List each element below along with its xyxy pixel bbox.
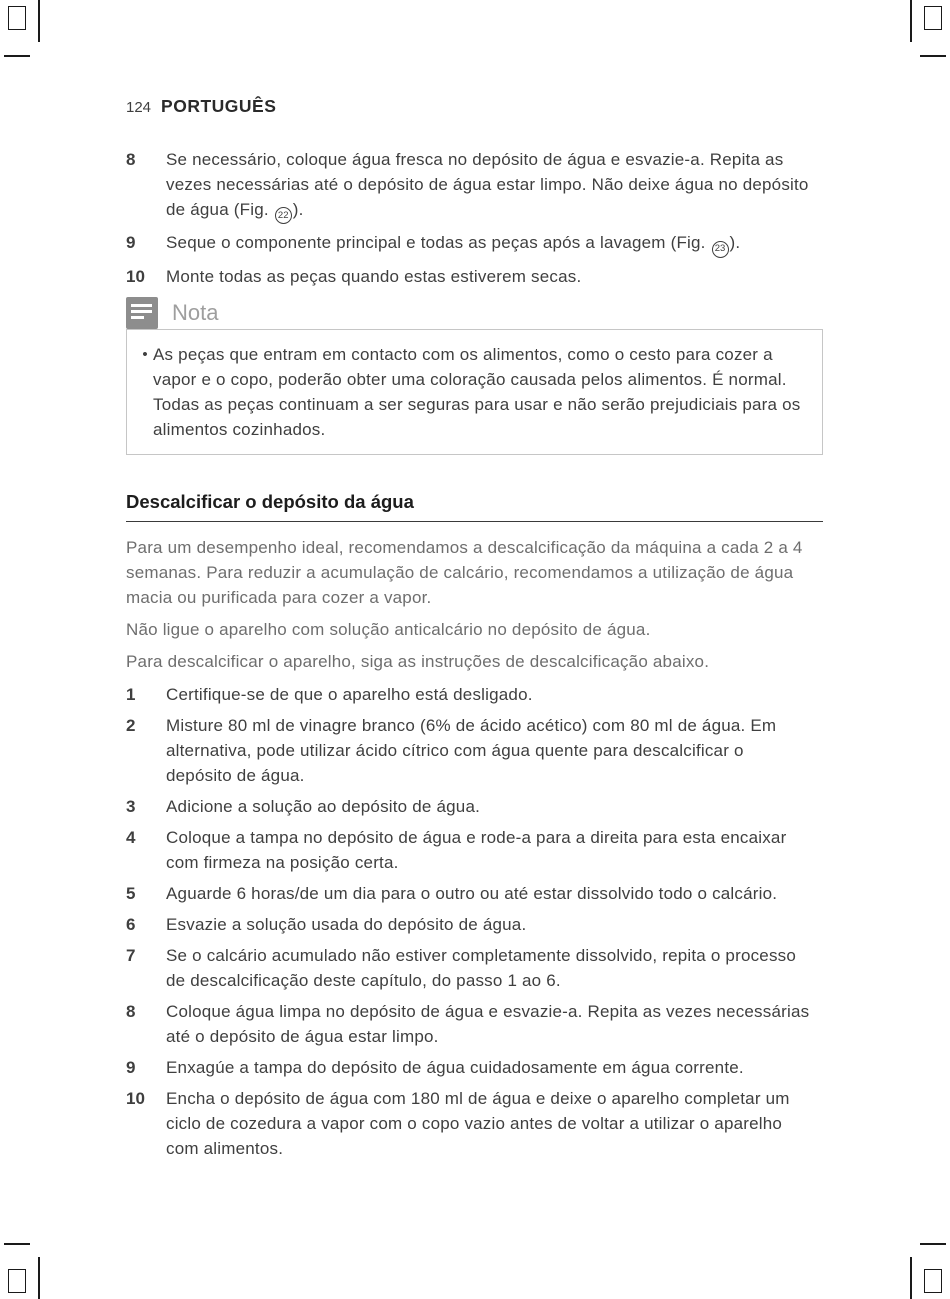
body-paragraph: Para descalcificar o aparelho, siga as instruções de descalcificação abaixo. — [126, 651, 710, 671]
step-item — [126, 230, 823, 257]
cleaning-steps-list — [126, 147, 823, 289]
note-header — [126, 297, 823, 329]
step-item — [126, 999, 823, 1049]
step-item — [126, 264, 823, 289]
step-number: 10 — [126, 1088, 145, 1108]
step-item — [126, 943, 823, 993]
crop-square-bottom-left — [8, 1269, 26, 1293]
step-item — [126, 147, 823, 224]
body-paragraph: Não ligue o aparelho com solução anticalcário no depósito de água. — [126, 619, 651, 639]
note-text: As peças que entram em contacto com os alimentos, como o cesto para cozer a vapor e o copo, poderão obter uma coloração causada pelos alimentos. É normal. Todas as peças continuam a ser seguras para usar e não serão prejudiciais para os alimentos cozinhados. — [153, 344, 801, 439]
step-text: Se necessário, coloque água fresca no depósito de água e esvazie-a. Repita as vezes necessárias até o depósito de água estar limpo. Não deixe água no depósito de água (Fig. 22 ). — [166, 147, 811, 224]
step-text: Esvazie a solução usada do depósito de água. — [166, 914, 527, 934]
crop-square-top-left — [8, 6, 26, 30]
step-number: 10 — [126, 266, 145, 286]
page-header — [126, 96, 823, 117]
step-number: 3 — [126, 796, 136, 816]
intro-paragraphs — [126, 535, 823, 674]
step-item — [126, 1055, 823, 1080]
body-paragraph: Para um desempenho ideal, recomendamos a descalcificação da máquina a cada 2 a 4 semanas. Para reduzir a acumulação de calcário, recomendamos a utilização de água macia ou purificada para cozer a vapor. — [126, 537, 803, 607]
descaling-steps-list — [126, 682, 823, 1161]
step-item — [126, 794, 823, 819]
crop-square-bottom-right — [924, 1269, 942, 1293]
step-item — [126, 825, 823, 875]
step-text: Misture 80 ml de vinagre branco (6% de ácido acético) com 80 ml de água. Em alternativa, pode utilizar ácido cítrico com água quente para descalcificar o depósito de água. — [166, 715, 777, 785]
section-title: Descalcificar o depósito da água — [126, 491, 823, 522]
step-number: 5 — [126, 883, 136, 903]
crop-line-top-right-horizontal — [920, 55, 946, 57]
step-item — [126, 682, 823, 707]
step-text: Adicione a solução ao depósito de água. — [166, 796, 481, 816]
crop-line-top-left-horizontal — [4, 55, 30, 57]
crop-line-bottom-left-horizontal — [4, 1243, 30, 1245]
step-text: Coloque água limpa no depósito de água e esvazie-a. Repita as vezes necessárias até o depósito de água estar limpo. — [166, 1001, 810, 1046]
step-text: Coloque a tampa no depósito de água e rode-a para a direita para esta encaixar com firmeza na posição certa. — [166, 827, 787, 872]
figure-number-badge: 22 — [275, 207, 292, 224]
step-item — [126, 713, 823, 788]
crop-line-bottom-left-vertical — [38, 1257, 40, 1299]
note-bullet-item — [137, 342, 808, 442]
note-title: Nota — [172, 299, 219, 325]
crop-line-bottom-right-horizontal — [920, 1243, 946, 1245]
crop-line-top-right-vertical — [910, 0, 912, 42]
step-text: Enxagúe a tampa do depósito de água cuidadosamente em água corrente. — [166, 1057, 744, 1077]
step-number: 4 — [126, 827, 136, 847]
step-number: 9 — [126, 1057, 136, 1077]
page-content — [126, 96, 823, 1167]
crop-line-bottom-right-vertical — [910, 1257, 912, 1299]
step-text: Encha o depósito de água com 180 ml de água e deixe o aparelho completar um ciclo de cozedura a vapor com o copo vazio antes de voltar a utilizar o aparelho com alimentos. — [166, 1088, 790, 1158]
step-text: Aguarde 6 horas/de um dia para o outro ou até estar dissolvido todo o calcário. — [166, 883, 778, 903]
step-item — [126, 881, 823, 906]
bullet-dot: • — [142, 345, 148, 363]
figure-number-badge: 23 — [712, 241, 729, 258]
step-item — [126, 1086, 823, 1161]
step-number: 6 — [126, 914, 136, 934]
step-number: 1 — [126, 684, 136, 704]
crop-line-top-left-vertical — [38, 0, 40, 42]
page-number: 124 — [126, 99, 152, 116]
crop-square-top-right — [924, 6, 942, 30]
note-lines-icon — [126, 297, 158, 329]
step-number: 2 — [126, 715, 136, 735]
step-number: 8 — [126, 1001, 136, 1021]
language-title: PORTUGUÊS — [161, 96, 277, 116]
step-number: 7 — [126, 945, 136, 965]
step-item — [126, 912, 823, 937]
step-text: Monte todas as peças quando estas estiverem secas. — [166, 266, 582, 286]
step-text: Seque o componente principal e todas as peças após a lavagem (Fig. 23 ). — [166, 230, 811, 257]
step-number: 8 — [126, 150, 136, 169]
note-box — [126, 329, 823, 455]
step-text: Se o calcário acumulado não estiver completamente dissolvido, repita o processo de descalcificação deste capítulo, do passo 1 ao 6. — [166, 945, 797, 990]
step-number: 9 — [126, 233, 136, 253]
step-text: Certifique-se de que o aparelho está desligado. — [166, 684, 533, 704]
